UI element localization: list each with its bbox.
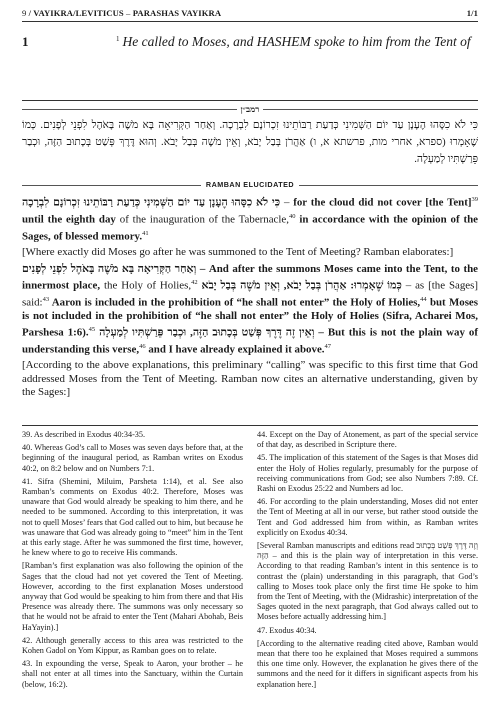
footnote: 46. For according to the plain understanding, Moses did not enter the Tent of Meeting at all in our verse, but rather stood outside the Tent and God addressed him from within, as Ramban writes explicitly on Exodus 40:34. — [257, 497, 478, 537]
book-title: VAYIKRA/LEVITICUS — [33, 8, 124, 18]
footnote: [Several Ramban manuscripts and editions read וְזֶה דֶּרֶךְ פְּשַׁט בְּכָתוּב הַזֶּה – and this is the plain way of interpretation in this verse. According to that reading Ramban’s intent in this sentence is to contrast the (plain) understanding in this paragraph, that God’s calling to Moses took place only the first time He spoke to him from the Tent of Meeting, with the (Midrashic) interpretation of the Sages quoted in the next paragraph, that God always called out to Moses before actually addressing him.] — [257, 541, 478, 622]
footnote: 42. Although generally access to this area was restricted to the Kohen Gadol on Yom Kippur, as Ramban goes on to relate. — [22, 635, 243, 656]
hebrew-commentary-heading: רמב״ן — [22, 104, 478, 116]
running-head — [22, 8, 478, 22]
chapter-verse-ref: 1/1 — [466, 8, 478, 18]
running-head-left: 9 / VAYIKRA/LEVITICUS – PARASHAS VAYIKRA — [22, 8, 222, 18]
footnote: 41. Sifra (Shemini, Miluim, Parsheta 1:14), et al. See also Ramban’s comments on Exodus 40:2. Therefore, Moses was unaware that God would already be speaking to him there, and he needed to be summoned. According to this interpretation, it was not to quell Moses’ fears that God called out to him, but because he was unaware that God was already going to “meet” him in the Tent at this early stage. After he was summoned the first time, however, he knew where to go to receive His commands. — [22, 476, 243, 558]
footnote: 47. Exodus 40:34. — [257, 625, 317, 635]
verse-translation: He called to Moses, and HASHEM spoke to him from the Tent of — [122, 34, 471, 49]
footnote-ref: 41 — [142, 229, 149, 237]
footnote-ref: 44 — [420, 295, 427, 303]
elucidated-paragraph-2: [Where exactly did Moses go after he was summoned to the Tent of Meeting? Ramban elaborates:] — [22, 246, 454, 259]
footnote-ref: 46 — [139, 342, 146, 350]
footnote-ref: 40 — [288, 212, 296, 220]
parasha-title: PARASHAS VAYIKRA — [132, 8, 222, 18]
footnote-ref: 39 — [471, 196, 478, 203]
footnote-ref: 42 — [191, 278, 198, 286]
hebrew-lemma: וְאֵין זֶה דֶּרֶךְ פְּשַׁט בְּכָתוּב הַזֶּה, וּכְבַר פֵּרַשְׁתִּיו לְמַעְלָה — [99, 326, 315, 339]
verse-divider — [22, 100, 478, 101]
page-number: 9 — [22, 8, 27, 18]
elucidated-paragraph-4: [According to the above explanations, this preliminary “calling” was specific to this first time that God addressed Moses from the Tent of Meeting. Ramban now cites an alternative understanding, given by the Sages:] — [22, 359, 478, 398]
footnote: [Ramban’s first explanation was also following the opinion of the Sages that the cloud had not yet covered the Tent of Meeting. However, according to the first explanation Moses understood anyway that God would be speaking to him from there and that His Presence was already there. The summons was only necessary so that he would not be afraid to enter the Tent (Mahari Abohab, Beis HaYayin).] — [22, 561, 243, 632]
verse-row — [22, 28, 478, 98]
hebrew-lemma: כִּי לֹא כִסָּהוּ הֶעָנָן עַד יוֹם הַשְּׁמִינִי כְּדַעַת רַבּוֹתֵינוּ זִכְרוֹנָם לִבְרָכָה — [22, 196, 281, 209]
verse-number: 1 — [116, 35, 120, 43]
hebrew-lemma: וְאַחַר הַקְּרִיאָה בָּא מֹשֶׁה בָּאֹהֶל לִפְנֵי לְפָנִים — [22, 262, 197, 275]
footnote: [According to the alternative reading cited above, Ramban would mean that there too he explained that Moses required a summons this one time only. However, the explanation he gives there of the summons and the need for it differs in significant aspects from his explanation here.] — [257, 638, 478, 689]
elucidated-paragraph-1: כִּי לֹא כִסָּהוּ הֶעָנָן עַד יוֹם הַשְּׁמִינִי כְּדַעַת רַבּוֹתֵינוּ זִכְרוֹנָם לִבְרָכָה – for the cloud did not cover [the Tent]$^{39}$ until the eighth day of the inauguration of the Tabernacle,$^{40}$ in accordance with the opinion of the Sages, of blessed memory.$^{41}$ — [22, 196, 478, 243]
footnotes-divider — [22, 425, 478, 426]
footnote: 45. The implication of this statement of the Sages is that Moses did enter the Holy of Holies regularly, presumably for the purpose of receiving communications from God; see also Numbers 7:89. Cf. Rashi on Exodus 25:22 and Numbers ad loc. — [257, 453, 478, 494]
footnote-ref: 47 — [324, 342, 332, 350]
elucidated-body — [22, 193, 478, 402]
header-divider — [22, 21, 478, 22]
verse-text — [116, 34, 471, 50]
footnote: 43. In expounding the verse, Speak to Aaron, your brother – he shall not enter at all times into the Sanctuary, within the Curtain (below, 16:2). — [22, 659, 243, 689]
footnote: 39. As described in Exodus 40:34-35. — [22, 430, 146, 439]
hebrew-lemma: כְּמוֹ שֶׁאָמְרוּ: אַהֲרֹן בְּבַל יָבֹא, וְאֵין מֹשֶׁה בְּבַל יָבֹא — [201, 279, 402, 292]
chapter-number: 1 — [22, 34, 29, 49]
elucidated-paragraph-3: וְאַחַר הַקְּרִיאָה בָּא מֹשֶׁה בָּאֹהֶל לִפְנֵי לְפָנִים – And after the summons Moses came into the Tent, to the innermost place, the Holy of Holies,$^{42}$ כְּמוֹ שֶׁאָמְרוּ: אַהֲרֹן בְּבַל יָבֹא, וְאֵין מֹשֶׁה בְּבַל יָבֹא – as [the Sages] said:$^{43}$ Aaron is included in the prohibition of “he shall not enter” the Holy of Holies,$^{44}$ but Moses is not included in the prohibition of “he shall not enter” the Holy of Holies (Sifra, Acharei Mos, Parshesa 1:6).$^{45}$ וְאֵין זֶה דֶּרֶךְ פְּשַׁט בְּכָתוּב הַזֶּה, וּכְבַר פֵּרַשְׁתִּיו לְמַעְלָה – But this is not the plain way of understanding this verse,$^{46}$ and I have already explained it above.$^{47}$ — [22, 262, 479, 356]
footnote-ref: 45 — [88, 325, 96, 333]
hebrew-commentary-text: כִּי לֹא כִסָּהוּ הֶעָנָן עַד יוֹם הַשְּׁמִינִי כְּדַעַת רַבּוֹתֵינוּ זִכְרוֹנָם לִבְרָכָה. וְאַחַר הַקְּרִיאָה בָּא מֹשֶׁה בָּאֹהֶל לִפְנֵי לְפָנִים. כְּמוֹ שֶׁאָמְרוּ (ספרא, אחרי מות, פרשתא א, ו) אַהֲרֹן בְּבַל יָבֹא, וְאֵין מֹשֶׁה בְּבַל יָבֹא. וְהוּא דֶּרֶךְ פְּשַׁט בְּכָתוּב הַזֶּה, וּכְבַר פֵּרַשְׁתִּיו לְמַעְלָה. — [22, 120, 478, 165]
footnote: 40. Whereas God’s call to Moses was seven days before that, at the beginning of the inaugural period, as Ramban writes on Exodus 40:2, on 8:2 below and on Numbers 7:1. — [22, 443, 243, 473]
footnote-ref: 43 — [42, 295, 50, 303]
footnote: 44. Except on the Day of Atonement, as part of the special service of that day, as described in Scripture there. — [257, 430, 478, 450]
elucidated-heading: RAMBAN ELUCIDATED — [22, 180, 478, 192]
footnotes — [22, 430, 478, 710]
